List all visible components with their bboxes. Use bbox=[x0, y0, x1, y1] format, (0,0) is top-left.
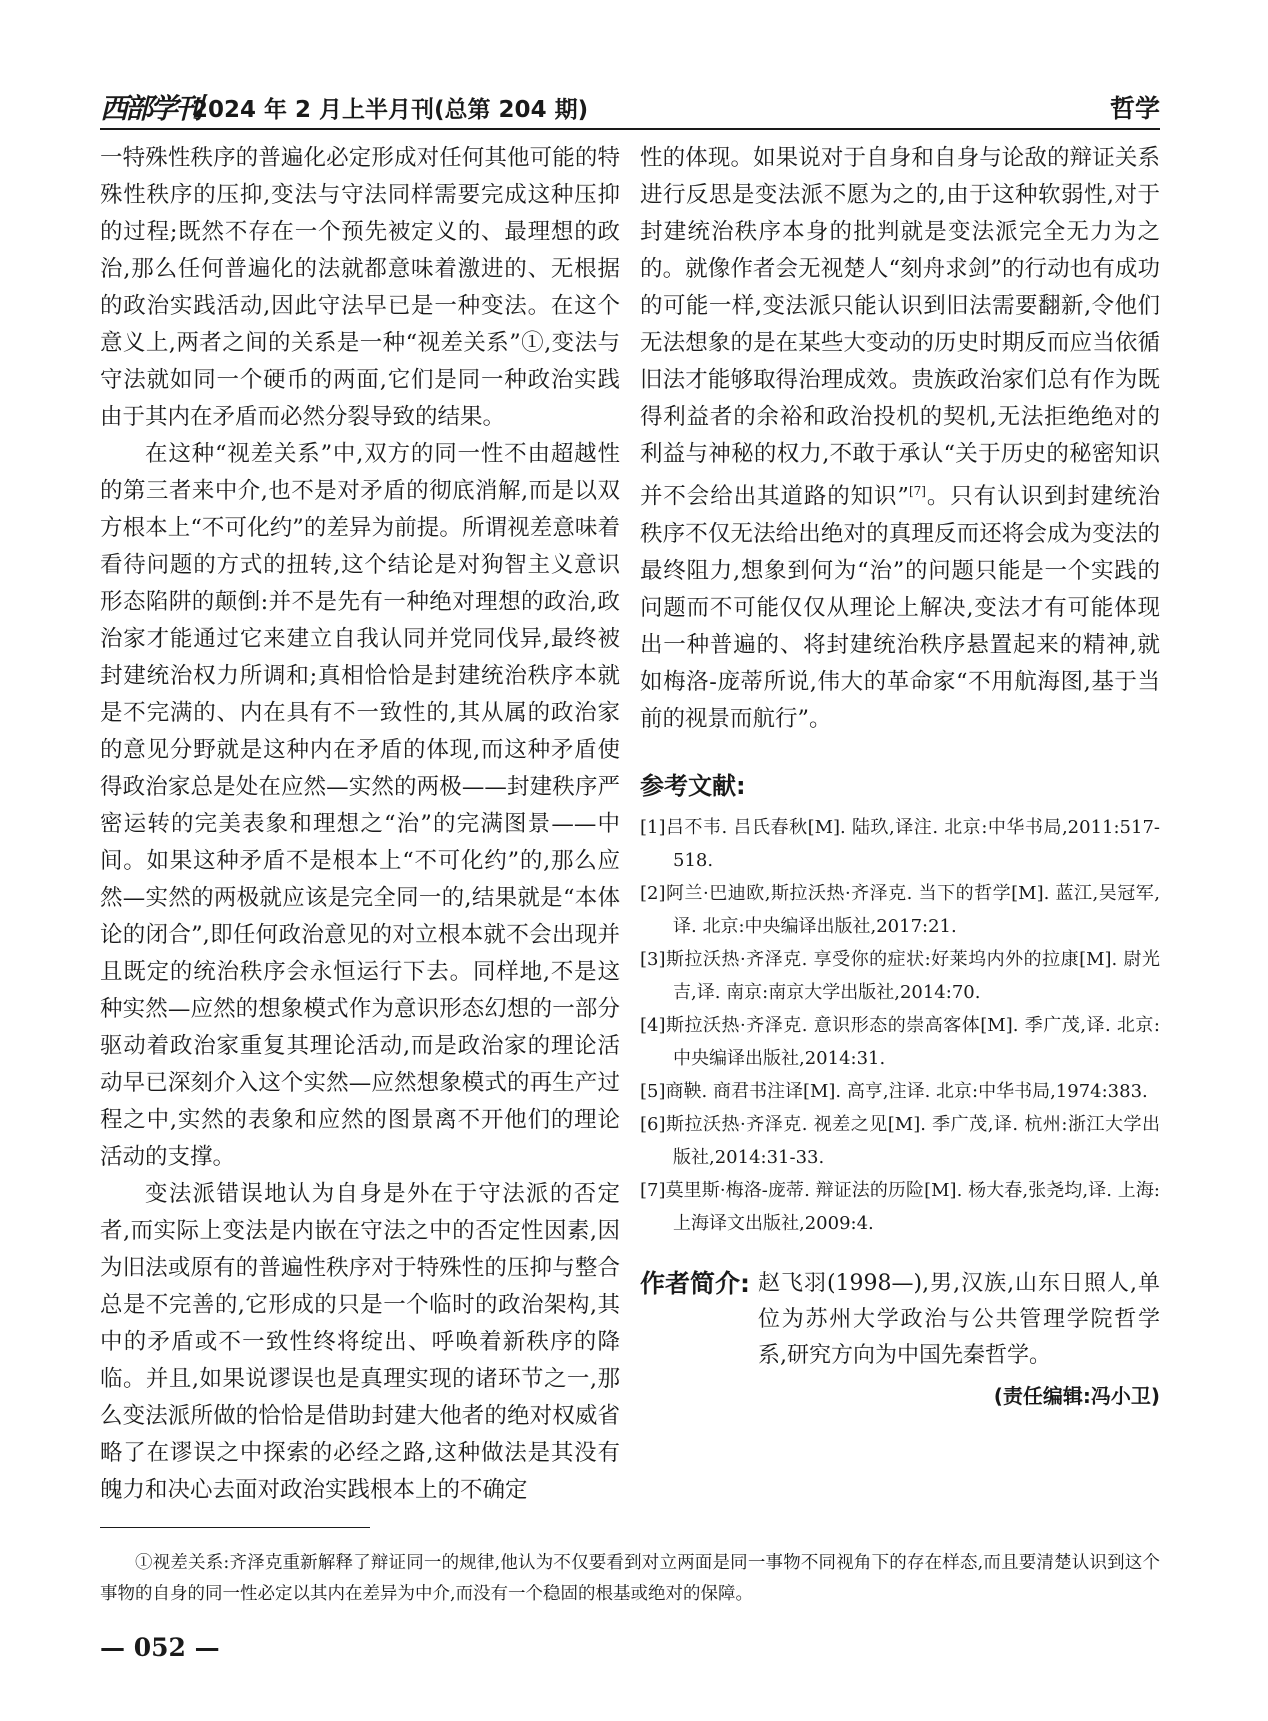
section-name: 哲学 bbox=[1109, 94, 1160, 123]
paragraph bbox=[640, 140, 1160, 738]
right-column bbox=[640, 140, 1160, 1415]
page-number: — 052 — bbox=[100, 1633, 220, 1662]
footnote: ①视差关系:齐泽克重新解释了辩证同一的规律,他认为不仅要看到对立两面是同一事物不同视角下的存在样态,而且要清楚认识到这个事物的自身的同一性必定以其内在差异为中介,而没有一个稳固的根基或绝对的保障。 bbox=[100, 1553, 1160, 1604]
references-list bbox=[640, 811, 1160, 1240]
footnote-rule bbox=[100, 1527, 370, 1528]
reference-item: [4]斯拉沃热·齐泽克. 意识形态的崇高客体[M]. 季广茂,译. 北京:中央编译出版社,2014:31. bbox=[640, 1014, 1160, 1069]
references-title: 参考文献: bbox=[640, 771, 746, 800]
author-bio bbox=[640, 1266, 1160, 1374]
reference-item: [7]莫里斯·梅洛-庞蒂. 辩证法的历险[M]. 杨大春,张尧均,译. 上海:上海译文出版社,2009:4. bbox=[640, 1179, 1160, 1234]
reference-item: [3]斯拉沃热·齐泽克. 享受你的症状:好莱坞内外的拉康[M]. 尉光吉,译. 南京:南京大学出版社,2014:70. bbox=[640, 948, 1160, 1003]
paragraph: 变法派错误地认为自身是外在于守法派的否定者,而实际上变法是内嵌在守法之中的否定性因素,因为旧法或原有的普遍性秩序对于特殊性的压抑与整合总是不完善的,它形成的只是一个临时的政治架构,其中的矛盾或不一致性终将绽出、呼唤着新秩序的降临。并且,如果说谬误也是真理实现的诸环节之一,那么变法派所做的恰恰是借助封建大他者的绝对权威省略了在谬误之中探索的必经之路,这种做法是其没有魄力和决心去面对政治实践根本上的不确定 bbox=[100, 1181, 620, 1503]
page-header bbox=[100, 84, 1160, 124]
reference-item: [2]阿兰·巴迪欧,斯拉沃热·齐泽克. 当下的哲学[M]. 蓝江,吴冠军,译. 北京:中央编译出版社,2017:21. bbox=[640, 882, 1160, 937]
reference-item: [5]商鞅. 商君书注译[M]. 高亨,注译. 北京:中华书局,1974:383. bbox=[640, 1080, 1148, 1102]
reference-item: [6]斯拉沃热·齐泽克. 视差之见[M]. 季广茂,译. 杭州:浙江大学出版社,2014:31-33. bbox=[640, 1113, 1160, 1168]
author-label: 作者简介: bbox=[640, 1268, 750, 1298]
paragraph-text: 性的体现。如果说对于自身和自身与论敌的辩证关系进行反思是变法派不愿为之的,由于这种软弱性,对于封建统治秩序本身的批判就是变法派完全无力为之的。就像作者会无视楚人“刻舟求剑”的行动也有成功的可能一样,变法派只能认识到旧法需要翻新,令他们无法想象的是在某些大变动的历史时期反而应当依循旧法才能够取得治理成效。贵族政治家们总有作为既得利益者的余裕和政治投机的契机,无法拒绝绝对的利益与神秘的权力,不敢于承认“关于历史的秘密知识并不会给出其道路的知识” bbox=[640, 145, 1160, 510]
author-text: 赵飞羽(1998—),男,汉族,山东日照人,单位为苏州大学政治与公共管理学院哲学系,研究方向为中国先秦哲学。 bbox=[758, 1270, 1160, 1368]
paragraph: 一特殊性秩序的普遍化必定形成对任何其他可能的特殊性秩序的压抑,变法与守法同样需要完成这种压抑的过程;既然不存在一个预先被定义的、最理想的政治,那么任何普遍化的法就都意味着激进的、无根据的政治实践活动,因此守法早已是一种变法。在这个意义上,两者之间的关系是一种“视差关系”①,变法与守法就如同一个硬币的两面,它们是同一种政治实践由于其内在矛盾而必然分裂导致的结果。 bbox=[100, 145, 620, 430]
reference-item: [1]吕不韦. 吕氏春秋[M]. 陆玖,译注. 北京:中华书局,2011:517-518. bbox=[640, 816, 1160, 871]
paragraph: 在这种“视差关系”中,双方的同一性不由超越性的第三者来中介,也不是对矛盾的彻底消解,而是以双方根本上“不可化约”的差异为前提。所谓视差意味着看待问题的方式的扭转,这个结论是对狗智主义意识形态陷阱的颠倒:并不是先有一种绝对理想的政治,政治家才能通过它来建立自我认同并党同伐异,最终被封建统治权力所调和;真相恰恰是封建统治秩序本就是不完满的、内在具有不一致性的,其从属的政治家的意见分野就是这种内在矛盾的体现,而这种矛盾使得政治家总是处在应然—实然的两极——封建秩序严密运转的完美表象和理想之“治”的完满图景——中间。如果这种矛盾不是根本上“不可化约”的,那么应然—实然的两极就应该是完全同一的,结果就是“本体论的闭合”,即任何政治意见的对立根本就不会出现并且既定的统治秩序会永恒运行下去。同样地,不是这种实然—应然的想象模式作为意识形态幻想的一部分驱动着政治家重复其理论活动,而是政治家的理论活动早已深刻介入这个实然—应然想象模式的再生产过程之中,实然的表象和应然的图景离不开他们的理论活动的支撑。 bbox=[100, 441, 620, 1170]
journal-logo: 西部学刊 bbox=[100, 92, 201, 125]
left-column bbox=[100, 140, 620, 1509]
issue-info: 2024 年 2 月上半月刊(总第 204 期) bbox=[192, 97, 589, 123]
paragraph-text: 。只有认识到封建统治秩序不仅无法给出绝对的真理反而还将会成为变法的最终阻力,想象到何为“治”的问题只能是一个实践的问题而不可能仅仅从理论上解决,变法才有可能体现出一种普遍的、将封建统治秩序悬置起来的精神,就如梅洛-庞蒂所说,伟大的革命家“不用航海图,基于当前的视景而航行”。 bbox=[640, 483, 1160, 732]
responsible-editor: (责任编辑:冯小卫) bbox=[993, 1383, 1160, 1408]
header-rule bbox=[100, 128, 1160, 130]
citation: [7] bbox=[908, 484, 926, 498]
